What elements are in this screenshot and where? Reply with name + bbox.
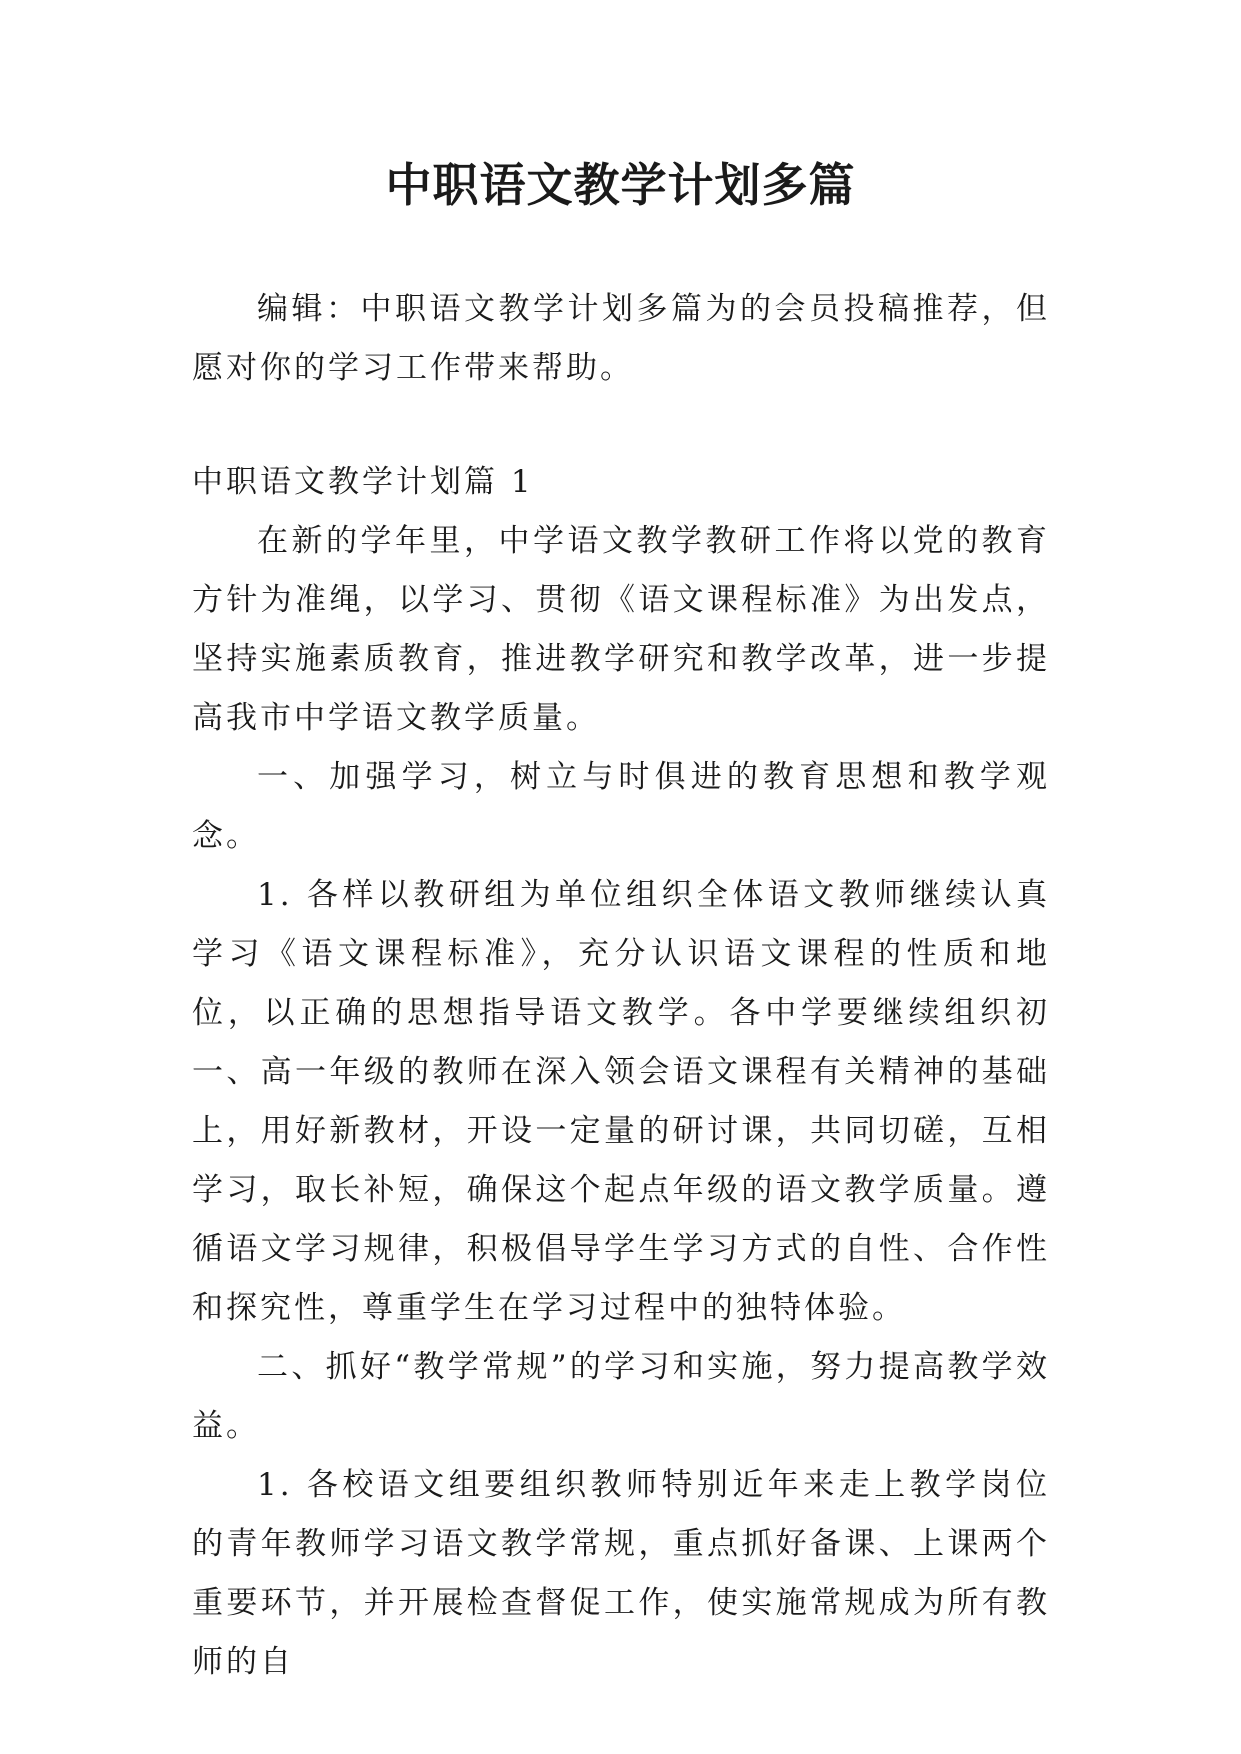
body-paragraph: 在新的学年里，中学语文教学教研工作将以党的教育方针为准绳，以学习、贯彻《语文课程标准》为出发点，坚持实施素质教育，推进教学研究和教学改革，进一步提高我市中学语文教学质量。 <box>192 523 1050 736</box>
body-paragraph: 1. 各样以教研组为单位组织全体语文教师继续认真学习《语文课程标准》，充分认识语文课程的性质和地位，以正确的思想指导语文教学。各中学要继续组织初一、高一年级的教师在深入领会语文课程有关精神的基础上，用好新教材，开设一定量的研讨课，共同切磋，互相学习，取长补短，确保这个起点年级的语文教学质量。遵循语文学习规律，积极倡导学生学习方式的自性、合作性和探究性，尊重学生在学习过程中的独特体验。 <box>192 877 1050 1326</box>
document-title: 中职语文教学计划多篇 <box>385 158 856 212</box>
body-paragraph: 二、抓好“教学常规”的学习和实施，努力提高教学效益。 <box>192 1349 1050 1444</box>
section-heading: 中职语文教学计划篇 1 <box>192 464 534 500</box>
body-paragraph: 一、加强学习，树立与时俱进的教育思想和教学观念。 <box>192 759 1050 854</box>
document-body <box>192 280 1050 1692</box>
intro-paragraph: 编辑：中职语文教学计划多篇为的会员投稿推荐，但愿对你的学习工作带来帮助。 <box>192 291 1050 386</box>
body-paragraph: 1. 各校语文组要组织教师特别近年来走上教学岗位的青年教师学习语文教学常规，重点抓好备课、上课两个重要环节，并开展检查督促工作，使实施常规成为所有教师的自 <box>192 1467 1050 1680</box>
